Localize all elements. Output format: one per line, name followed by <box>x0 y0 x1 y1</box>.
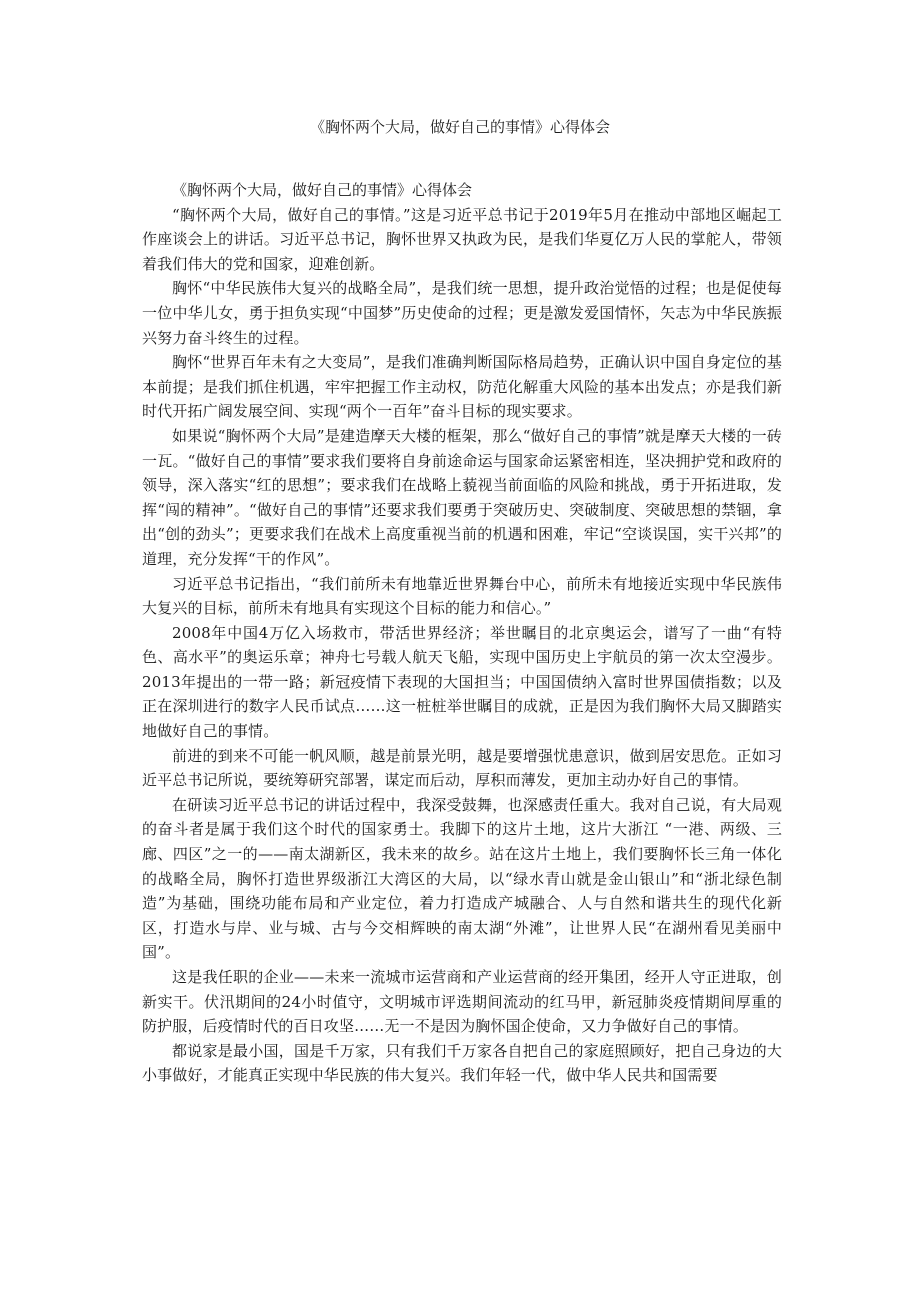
paragraph: 前进的到来不可能一帆风顺，越是前景光明，越是要增强忧患意识，做到居安思危。正如习近平总书记所说，要统筹研究部署，谋定而后动，厚积而薄发，更加主动办好自己的事情。 <box>142 746 782 790</box>
paragraph: 习近平总书记指出，“我们前所未有地靠近世界舞台中心，前所未有地接近实现中华民族伟大复兴的目标，前所未有地具有实现这个目标的能力和信心。” <box>142 574 782 618</box>
paragraph: 在研读习近平总书记的讲话过程中，我深受鼓舞，也深感责任重大。我对自己说，有大局观的奋斗者是属于我们这个时代的国家勇士。我脚下的这片土地，这片大浙江 “一港、两级、三廊、四区”之一的——南太湖新区，我未来的故乡。站在这片土地上，我们要胸怀长三角一体化的战略全局，胸怀打造世界级浙江大湾区的大局，以“绿水青山就是金山银山”和“浙北绿色制造”为基础，围绕功能布局和产业定位，着力打造成产城融合、人与自然和谐共生的现代化新区，打造水与岸、业与城、古与今交相辉映的南太湖“外滩”，让世界人民“在湖州看见美丽中国”。 <box>142 795 782 962</box>
paragraph: 2008年中国4万亿入场救市，带活世界经济；举世瞩目的北京奥运会，谱写了一曲“有特色、高水平”的奥运乐章；神舟七号载人航天飞船，实现中国历史上宇航员的第一次太空漫步。2013年提出的一带一路；新冠疫情下表现的大国担当；中国国债纳入富时世界国债指数；以及正在深圳进行的数字人民币试点……这一桩桩举世瞩目的成就，正是因为我们胸怀大局又脚踏实地做好自己的事情。 <box>142 623 782 741</box>
paragraph: 胸怀“中华民族伟大复兴的战略全局”，是我们统一思想，提升政治觉悟的过程；也是促使每一位中华儿女，勇于担负实现“中国梦”历史使命的过程；更是激发爱国情怀，矢志为中华民族振兴努力奋斗终生的过程。 <box>142 279 782 347</box>
document-title: 《胸怀两个大局，做好自己的事情》心得体会 <box>309 118 610 136</box>
document-body <box>142 178 782 1088</box>
body-heading: 《胸怀两个大局，做好自己的事情》心得体会 <box>172 181 473 199</box>
paragraph: 都说家是最小国，国是千万家，只有我们千万家各自把自己的家庭照顾好，把自己身边的大小事做好，才能真正实现中华民族的伟大复兴。我们年轻一代，做中华人民共和国需要 <box>142 1041 782 1085</box>
paragraph: “胸怀两个大局，做好自己的事情。”这是习近平总书记于2019年5月在推动中部地区崛起工作座谈会上的讲话。习近平总书记，胸怀世界又执政为民，是我们华夏亿万人民的掌舵人，带领着我们伟大的党和国家，迎难创新。 <box>142 205 782 273</box>
paragraph: 胸怀“世界百年未有之大变局”，是我们准确判断国际格局趋势，正确认识中国自身定位的基本前提；是我们抓住机遇，牢牢把握工作主动权，防范化解重大风险的基本出发点；亦是我们新时代开拓广阔发展空间、实现“两个一百年”奋斗目标的现实要求。 <box>142 353 782 421</box>
paragraph: 这是我任职的企业——未来一流城市运营商和产业运营商的经开集团，经开人守正进取，创新实干。伏汛期间的24小时值守，文明城市评选期间流动的红马甲，新冠肺炎疫情期间厚重的防护服，后疫情时代的百日攻坚……无一不是因为胸怀国企使命，又力争做好自己的事情。 <box>142 968 782 1036</box>
paragraph: 如果说“胸怀两个大局”是建造摩天大楼的框架，那么“做好自己的事情”就是摩天大楼的一砖一瓦。“做好自己的事情”要求我们要将自身前途命运与国家命运紧密相连，坚决拥护党和政府的领导，深入落实“红的思想”；要求我们在战略上藐视当前面临的风险和挑战，勇于开拓进取，发挥“闯的精神”。“做好自己的事情”还要求我们要勇于突破历史、突破制度、突破思想的禁锢，拿出“创的劲头”；更要求我们在战术上高度重视当前的机遇和困难，牢记“空谈误国，实干兴邦”的道理，充分发挥“干的作风”。 <box>142 426 782 568</box>
